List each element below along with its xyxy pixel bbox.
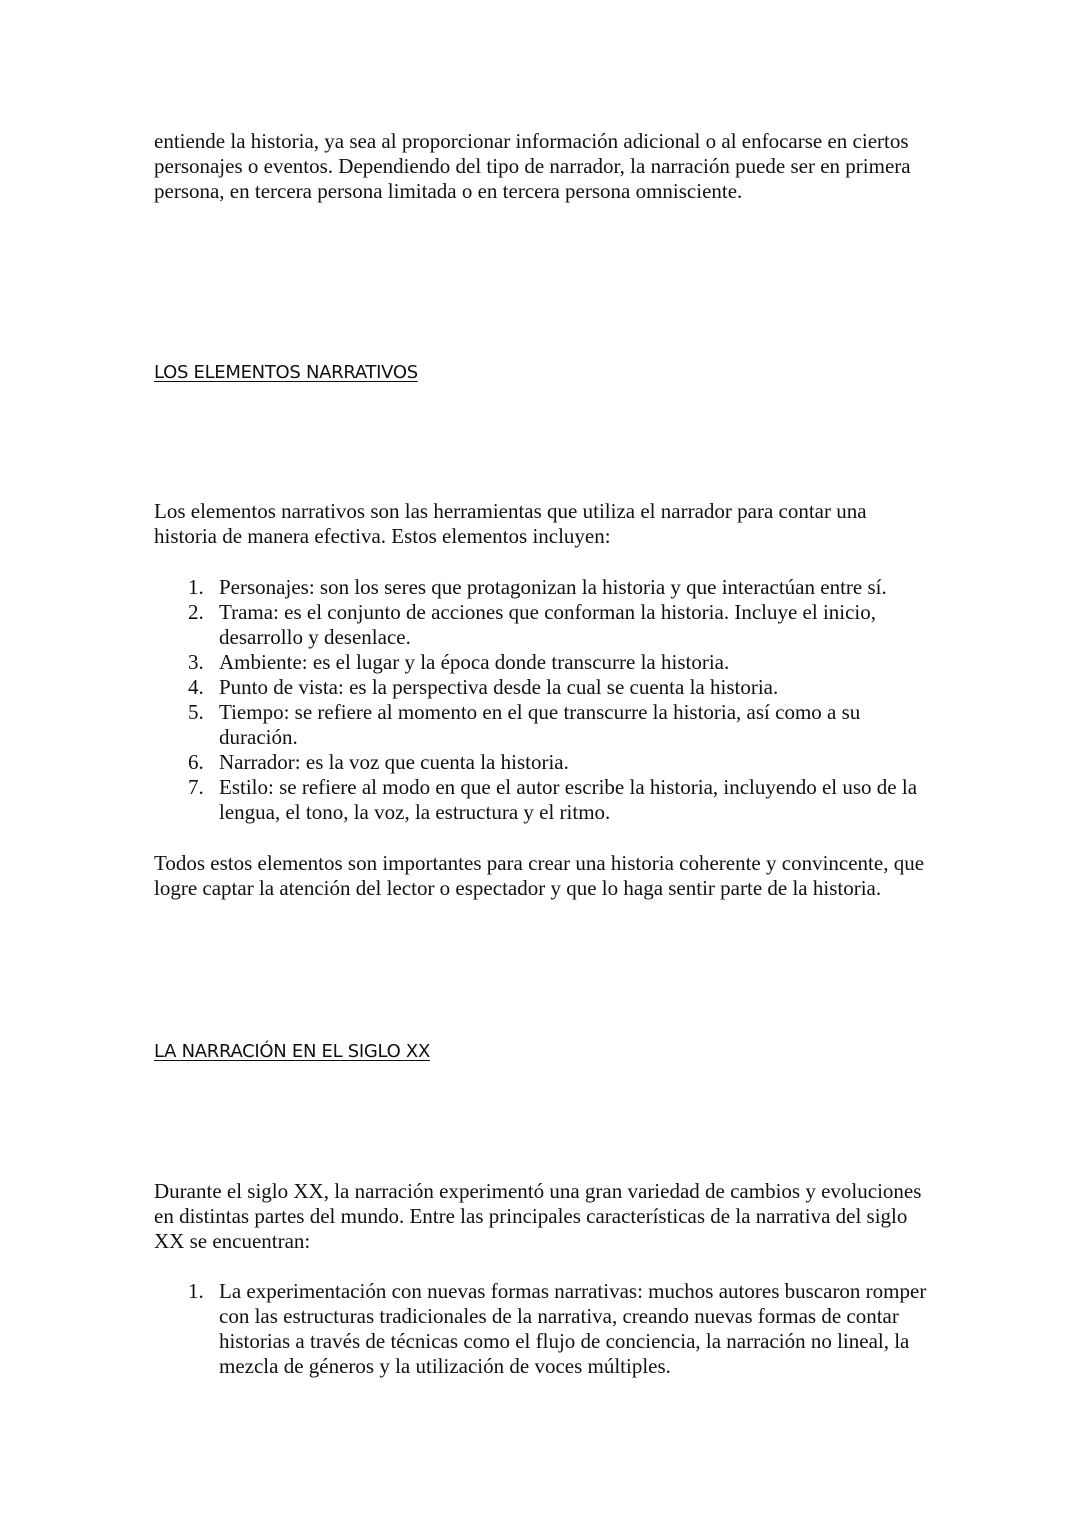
elementos-list bbox=[154, 575, 944, 825]
list-item: 1. La experimentación con nuevas formas narrativas: muchos autores buscaron romper con las estructuras tradicionales de la narrativa, creando nuevas formas de contar historias a través de técnicas como el flujo de conciencia, la narración no lineal, la mezcla de géneros y la utilización de voces múltiples. bbox=[188, 1279, 927, 1378]
section-paragraph-siglo-xx: Durante el siglo XX, la narración experimentó una gran variedad de cambios y evoluciones en distintas partes del mundo. Entre las principales características de la narrativa del siglo XX se encuentran: bbox=[154, 1179, 922, 1253]
section-heading-siglo-xx: LA NARRACIÓN EN EL SIGLO XX bbox=[154, 1041, 430, 1062]
list-item: 5. Tiempo: se refiere al momento en el que transcurre la historia, así como a su duración. bbox=[188, 700, 861, 749]
section-paragraph-elementos: Los elementos narrativos son las herramientas que utiliza el narrador para contar una historia de manera efectiva. Estos elementos incluyen: bbox=[154, 499, 867, 548]
list-item: 4. Punto de vista: es la perspectiva desde la cual se cuenta la historia. bbox=[188, 675, 779, 699]
list-item: 1. Personajes: son los seres que protagonizan la historia y que interactúan entre sí. bbox=[188, 575, 887, 599]
list-item: 7. Estilo: se refiere al modo en que el autor escribe la historia, incluyendo el uso de la lengua, el tono, la voz, la estructura y el ritmo. bbox=[188, 775, 918, 824]
intro-paragraph: entiende la historia, ya sea al proporcionar información adicional o al enfocarse en ciertos personajes o eventos. Dependiendo del tipo de narrador, la narración puede ser en primera persona, en tercera persona limitada o en tercera persona omnisciente. bbox=[154, 129, 911, 203]
section-heading-elementos: LOS ELEMENTOS NARRATIVOS bbox=[154, 362, 418, 383]
siglo-xx-list bbox=[154, 1279, 944, 1379]
list-item: 6. Narrador: es la voz que cuenta la historia. bbox=[188, 750, 569, 774]
list-item: 3. Ambiente: es el lugar y la época donde transcurre la historia. bbox=[188, 650, 730, 674]
list-item: 2. Trama: es el conjunto de acciones que conforman la historia. Incluye el inicio, desarrollo y desenlace. bbox=[188, 600, 877, 649]
closing-paragraph-elementos: Todos estos elementos son importantes para crear una historia coherente y convincente, que logre captar la atención del lector o espectador y que lo haga sentir parte de la historia. bbox=[154, 851, 925, 900]
